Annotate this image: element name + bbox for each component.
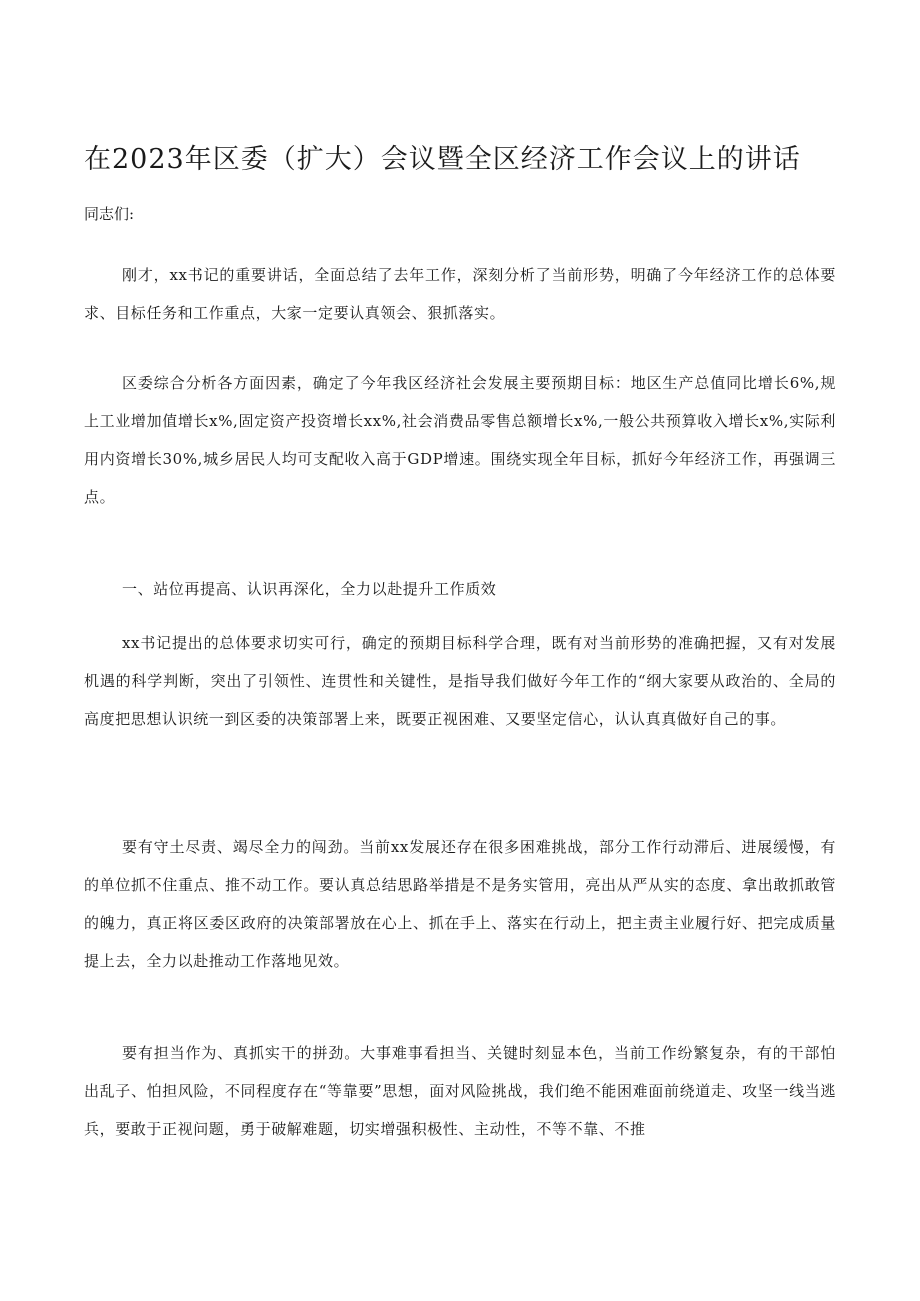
document-title: 在2023年区委（扩大）会议暨全区经济工作会议上的讲话 bbox=[84, 144, 801, 175]
salutation: 同志们: bbox=[84, 205, 135, 223]
paragraph-targets: 区委综合分析各方面因素，确定了今年我区经济社会发展主要预期目标：地区生产总值同比增长6%,规上工业增加值增长x%,固定资产投资增长xx%,社会消费品零售总额增长x%,一般公共预算收入增长x%,实际利用内资增长30%,城乡居民人均可支配收入高于GDP增速。围绕实现全年目标，抓好今年经济工作，再强调三点。 bbox=[84, 374, 836, 506]
section-heading-1: 一、站位再提高、认识再深化，全力以赴提升工作质效 bbox=[122, 580, 497, 598]
paragraph-commitment: 要有担当作为、真抓实干的拼劲。大事难事看担当、关键时刻显本色，当前工作纷繁复杂，有的干部怕出乱子、怕担风险，不同程度存在“等靠要”思想，面对风险挑战，我们绝不能困难面前绕道走、攻坚一线当逃兵，要敢于正视问题，勇于破解难题，切实增强积极性、主动性，不等不靠、不推 bbox=[84, 1044, 836, 1138]
paragraph-opening: 刚才，xx书记的重要讲话，全面总结了去年工作，深刻分析了当前形势，明确了今年经济工作的总体要求、目标任务和工作重点，大家一定要认真领会、狠抓落实。 bbox=[84, 266, 836, 322]
paragraph-responsibility: 要有守土尽责、竭尽全力的闯劲。当前xx发展还存在很多困难挑战，部分工作行动滞后、进展缓慢，有的单位抓不住重点、推不动工作。要认真总结思路举措是不是务实管用，亮出从严从实的态度、拿出敢抓敢管的魄力，真正将区委区政府的决策部署放在心上、抓在手上、落实在行动上，把主责主业履行好、把完成质量提上去，全力以赴推动工作落地见效。 bbox=[84, 838, 836, 970]
paragraph-requirements: xx书记提出的总体要求切实可行，确定的预期目标科学合理，既有对当前形势的准确把握，又有对发展机遇的科学判断，突出了引领性、连贯性和关键性，是指导我们做好今年工作的“纲大家要从政治的、全局的高度把思想认识统一到区委的决策部署上来，既要正视困难、又要坚定信心，认认真真做好自己的事。 bbox=[84, 634, 836, 728]
